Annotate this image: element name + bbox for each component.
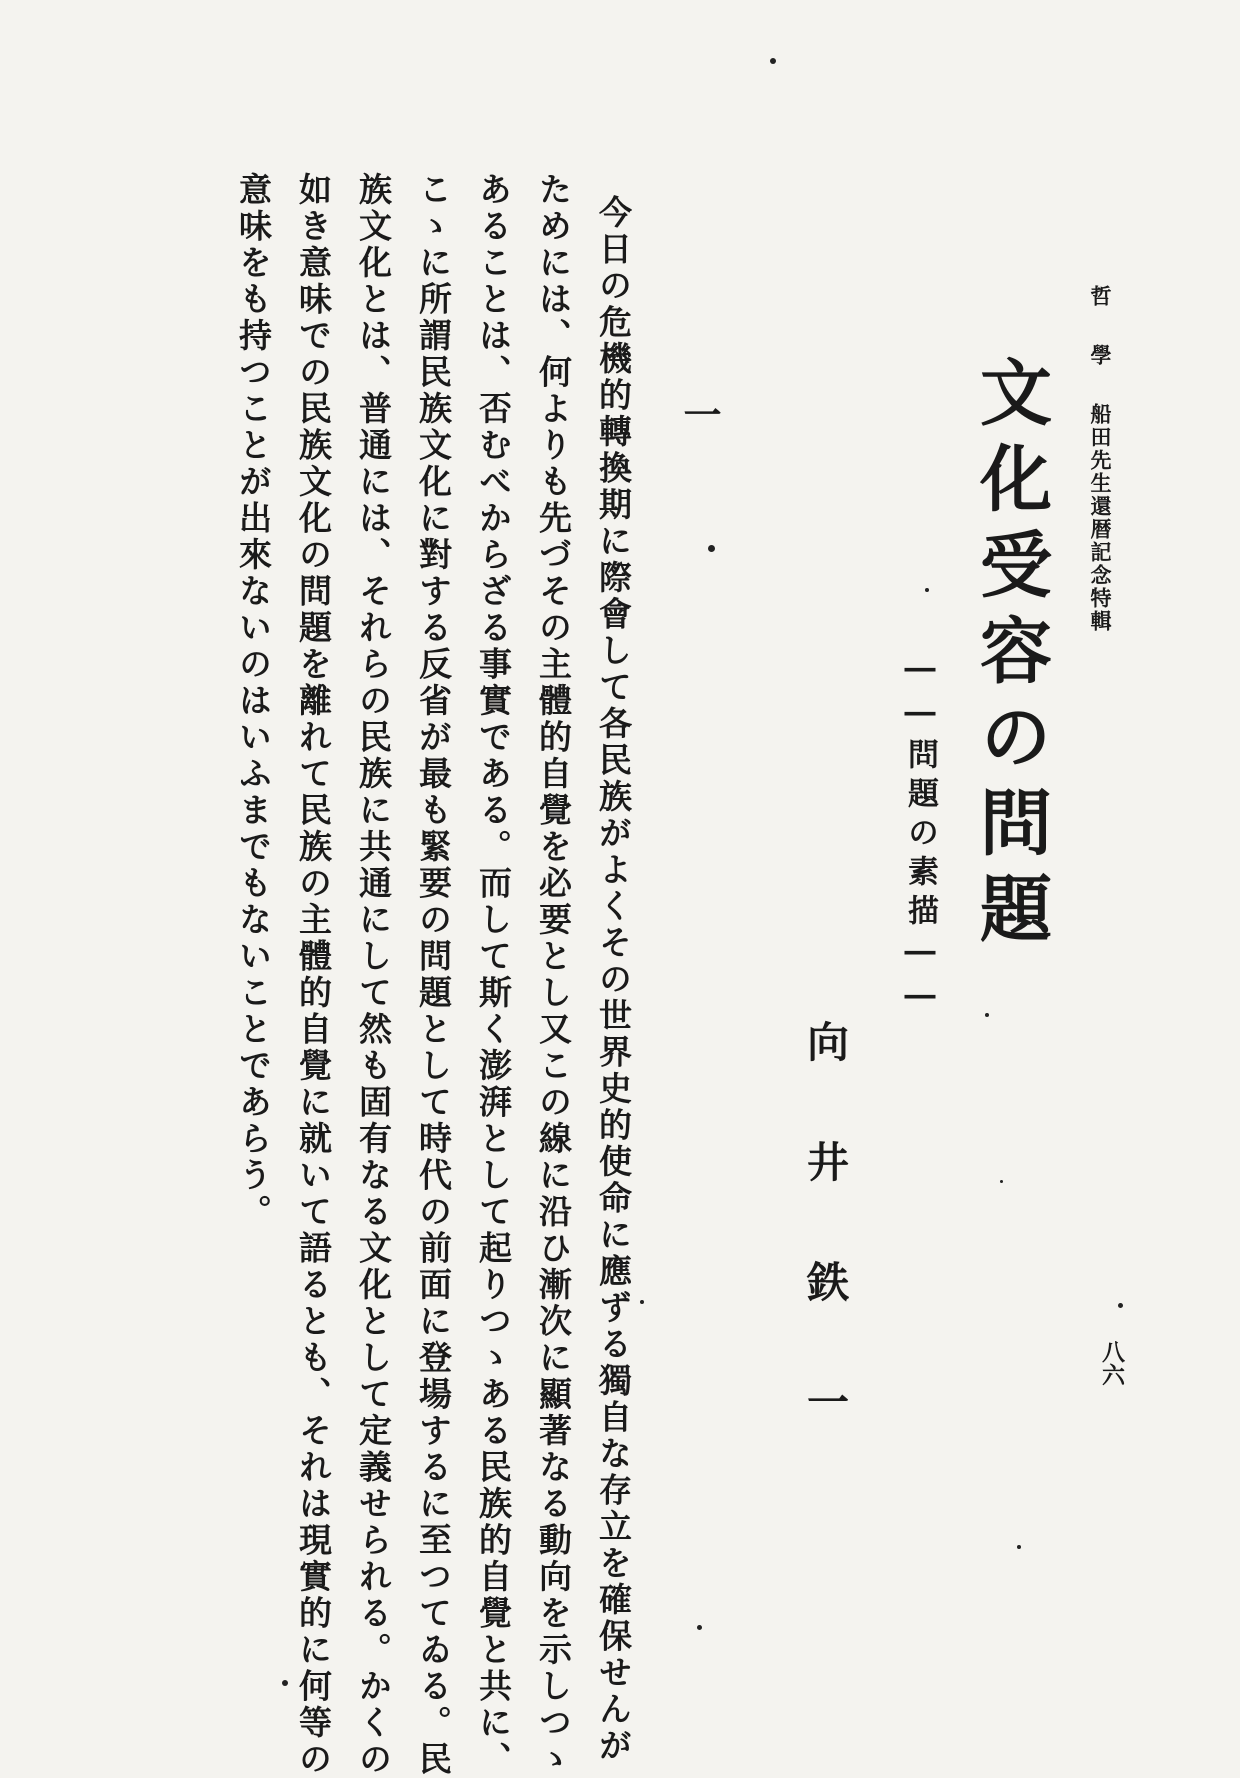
body-line: あることは、否むべからざる事實である。而して斯く澎湃として起りつゝある民族的自覺と共に、 <box>474 172 513 1778</box>
scan-speck <box>697 1625 702 1630</box>
scan-speck <box>708 545 715 552</box>
scan-speck <box>1017 1545 1021 1549</box>
scan-speck <box>282 1680 288 1686</box>
article-title: 文化受容の問題 <box>968 355 1053 957</box>
scan-speck <box>1118 1303 1123 1308</box>
scan-speck <box>1000 1180 1003 1183</box>
scan-speck <box>985 1013 989 1017</box>
body-line: 今日の危機的轉換期に際會して各民族がよくその世界史的使命に應ずる獨自な存立を確保せんが <box>594 195 633 1765</box>
article-subtitle: ――問題の素描―― <box>902 650 938 1021</box>
page-number: 八六 <box>1098 1340 1125 1386</box>
scan-speck <box>770 58 776 64</box>
author-name: 向井鉄一 <box>801 1020 850 1500</box>
body-line: ためには、何よりも先づその主體的自覺を必要とし又この線に沿ひ漸次に顯著なる動向を示しつゝ <box>534 172 573 1778</box>
body-line: 族文化とは、普通には、それらの民族に共通にして然も固有なる文化として定義せられる。かくの <box>354 172 393 1778</box>
section-number: 一 <box>677 395 722 433</box>
running-header <box>1085 285 1115 633</box>
body-line: 如き意味での民族文化の問題を離れて民族の主體的自覺に就いて語るとも、それは現實的に何等の <box>294 172 333 1778</box>
journal-name: 哲學 <box>1088 285 1113 403</box>
scan-speck <box>925 588 929 592</box>
body-line: こゝに所謂民族文化に對する反省が最も緊要の問題として時代の前面に登場するに至つてゐる。民 <box>414 172 453 1778</box>
body-line: 意味をも持つことが出來ないのはいふまでもないことであらう。 <box>234 172 273 1231</box>
special-issue-title: 船田先生還暦記念特輯 <box>1088 403 1113 633</box>
scan-speck <box>640 1300 644 1304</box>
